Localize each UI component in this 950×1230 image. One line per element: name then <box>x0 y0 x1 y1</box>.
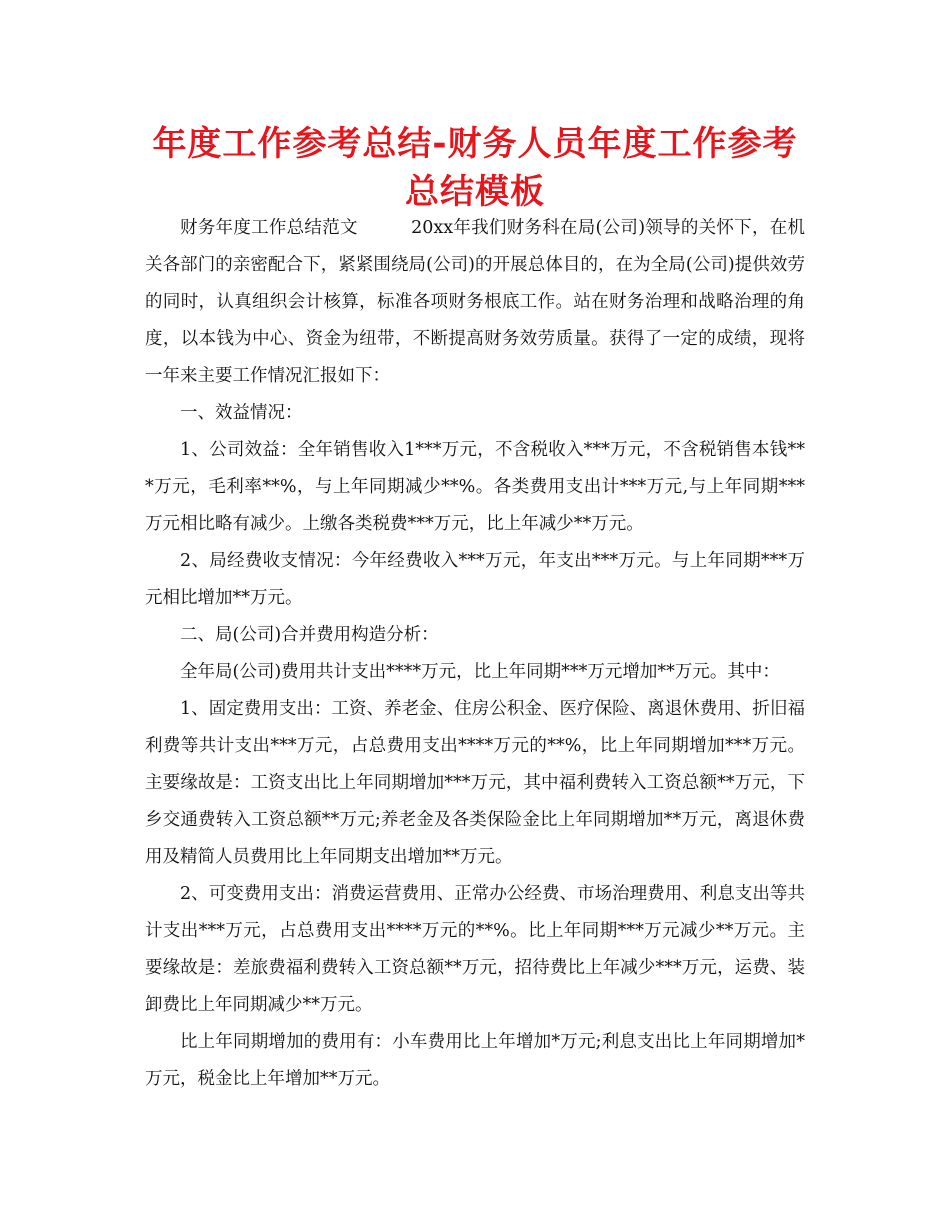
paragraph-variable-cost: 2、可变费用支出：消费运营费用、正常办公经费、市场治理费用、利息支出等共计支出***万元，占总费用支出****万元的**%。比上年同期***万元减少**万元。主要缘故是：差旅费福利费转入工资总额**万元，招待费比上年减少***万元，运费、装卸费比上年同期减少**万元。 <box>145 884 805 1015</box>
paragraph-increased-cost: 比上年同期增加的费用有：小车费用比上年增加*万元;利息支出比上年同期增加*万元，税金比上年增加**万元。 <box>145 1032 805 1089</box>
paragraph-intro: 财务年度工作总结范文 20xx年我们财务科在局(公司)领导的关怀下，在机关各部门的亲密配合下，紧紧围绕局(公司)的开展总体目的，在为全局(公司)提供效劳的同时，认真组织会计核算，标准各项财务根底工作。站在财务治理和战略治理的角度，以本钱为中心、资金为纽带，不断提高财务效劳质量。获得了一定的成绩，现将一年来主要工作情况汇报如下： <box>145 218 805 386</box>
paragraph-total-cost: 全年局(公司)费用共计支出****万元，比上年同期***万元增加**万元。其中： <box>180 662 780 682</box>
document-title: 年度工作参考总结-财务人员年度工作参考总结模板 <box>152 124 798 212</box>
paragraph-company-benefit: 1、公司效益：全年销售收入1***万元，不含税收入***万元，不含税销售本钱***万元，毛利率**%，与上年同期减少**%。各类费用支出计***万元,与上年同期***万元相比略有减少。上缴各类税费***万元，比上年减少**万元。 <box>145 440 805 534</box>
heading-cost-structure: 二、局(公司)合并费用构造分析： <box>180 625 439 645</box>
paragraph-bureau-funds: 2、局经费收支情况：今年经费收入***万元，年支出***万元。与上年同期***万元相比增加**万元。 <box>145 551 805 608</box>
document-body <box>145 210 805 1098</box>
paragraph-fixed-cost: 1、固定费用支出：工资、养老金、住房公积金、医疗保险、离退休费用、折旧福利费等共计支出***万元，占总费用支出****万元的**%，比上年同期增加***万元。主要缘故是：工资支出比上年同期增加***万元，其中福利费转入工资总额**万元，下乡交通费转入工资总额**万元;养老金及各类保险金比上年同期增加**万元，离退休费用及精简人员费用比上年同期支出增加**万元。 <box>145 699 805 867</box>
heading-benefit: 一、效益情况： <box>180 403 303 423</box>
